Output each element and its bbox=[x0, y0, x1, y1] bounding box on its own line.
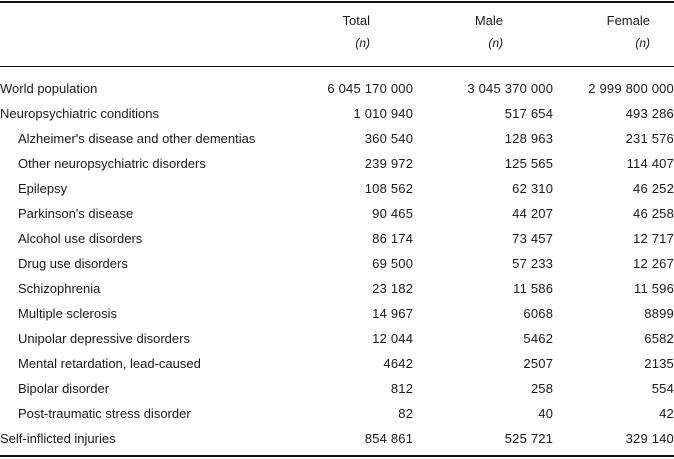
row-label: Neuropsychiatric conditions bbox=[0, 106, 159, 121]
table-row bbox=[0, 101, 674, 126]
row-label: Parkinson's disease bbox=[18, 206, 134, 221]
row-label: Drug use disorders bbox=[18, 256, 128, 271]
cell-total: 108 562 bbox=[364, 181, 414, 196]
column-header-female-sub: (n) bbox=[635, 36, 650, 50]
row-label: Self-inflicted injuries bbox=[0, 431, 116, 446]
table-row bbox=[0, 426, 674, 451]
table-row bbox=[0, 351, 674, 376]
row-label: Unipolar depressive disorders bbox=[18, 331, 190, 346]
cell-total: 1 010 940 bbox=[353, 106, 414, 121]
table-row bbox=[0, 201, 674, 226]
cell-total: 86 174 bbox=[372, 231, 414, 246]
cell-female: 231 576 bbox=[625, 131, 674, 146]
cell-total: 82 bbox=[398, 406, 414, 421]
cell-female: 42 bbox=[659, 406, 674, 421]
table-row bbox=[0, 176, 674, 201]
column-header-total-sub: (n) bbox=[355, 36, 370, 50]
column-header-total-label: Total bbox=[342, 13, 370, 28]
data-body bbox=[0, 76, 674, 451]
cell-total: 4642 bbox=[383, 356, 414, 371]
row-label: Alcohol use disorders bbox=[18, 231, 143, 246]
cell-female: 2 999 800 000 bbox=[588, 81, 674, 96]
cell-male: 40 bbox=[538, 406, 554, 421]
cell-male: 11 586 bbox=[513, 281, 554, 296]
column-header-male bbox=[383, 13, 503, 50]
cell-male: 3 045 370 000 bbox=[467, 81, 554, 96]
column-header-male-label: Male bbox=[474, 13, 503, 28]
table-row bbox=[0, 251, 674, 276]
cell-total: 812 bbox=[390, 381, 414, 396]
cell-female: 493 286 bbox=[625, 106, 674, 121]
cell-male: 517 654 bbox=[504, 106, 554, 121]
row-label: Alzheimer's disease and other dementias bbox=[18, 131, 256, 146]
column-header-female bbox=[530, 13, 650, 50]
cell-male: 73 457 bbox=[512, 231, 554, 246]
cell-female: 12 717 bbox=[633, 231, 674, 246]
cell-male: 57 233 bbox=[512, 256, 554, 271]
row-label: Schizophrenia bbox=[18, 281, 101, 296]
row-label: Epilepsy bbox=[18, 181, 68, 196]
table-row bbox=[0, 401, 674, 426]
cell-female: 6582 bbox=[644, 331, 674, 346]
cell-female: 46 258 bbox=[633, 206, 674, 221]
cell-total: 854 861 bbox=[364, 431, 414, 446]
cell-male: 2507 bbox=[523, 356, 554, 371]
row-label: Multiple sclerosis bbox=[18, 306, 117, 321]
cell-total: 90 465 bbox=[372, 206, 414, 221]
cell-female: 554 bbox=[651, 381, 674, 396]
column-header-female-label: Female bbox=[606, 13, 650, 28]
column-header-total bbox=[250, 13, 370, 50]
table-row bbox=[0, 151, 674, 176]
table-row bbox=[0, 376, 674, 401]
cell-male: 44 207 bbox=[512, 206, 554, 221]
bottom-rule bbox=[0, 455, 674, 457]
cell-male: 258 bbox=[530, 381, 554, 396]
column-header-male-sub: (n) bbox=[488, 36, 503, 50]
cell-female: 2135 bbox=[644, 356, 674, 371]
cell-female: 8899 bbox=[644, 306, 674, 321]
cell-total: 239 972 bbox=[364, 156, 414, 171]
table-row bbox=[0, 226, 674, 251]
header-rule bbox=[0, 66, 674, 67]
row-label: Mental retardation, lead-caused bbox=[18, 356, 201, 371]
table-row bbox=[0, 301, 674, 326]
row-label: Post-traumatic stress disorder bbox=[18, 406, 191, 421]
cell-male: 5462 bbox=[523, 331, 554, 346]
cell-total: 6 045 170 000 bbox=[327, 81, 414, 96]
table-row bbox=[0, 276, 674, 301]
cell-female: 114 407 bbox=[626, 156, 674, 171]
row-label: Other neuropsychiatric disorders bbox=[18, 156, 206, 171]
cell-total: 360 540 bbox=[364, 131, 414, 146]
cell-female: 11 596 bbox=[634, 281, 674, 296]
table-row bbox=[0, 76, 674, 101]
table-row bbox=[0, 326, 674, 351]
cell-male: 525 721 bbox=[504, 431, 554, 446]
cell-male: 125 565 bbox=[504, 156, 554, 171]
cell-male: 128 963 bbox=[504, 131, 554, 146]
row-label: World population bbox=[0, 81, 98, 96]
cell-male: 6068 bbox=[523, 306, 554, 321]
cell-female: 12 267 bbox=[633, 256, 674, 271]
cell-female: 46 252 bbox=[633, 181, 674, 196]
cell-total: 14 967 bbox=[372, 306, 414, 321]
cell-total: 69 500 bbox=[372, 256, 414, 271]
row-label: Bipolar disorder bbox=[18, 381, 110, 396]
cell-female: 329 140 bbox=[625, 431, 674, 446]
cell-total: 12 044 bbox=[372, 331, 414, 346]
table-row bbox=[0, 126, 674, 151]
cell-male: 62 310 bbox=[512, 181, 554, 196]
cell-total: 23 182 bbox=[372, 281, 414, 296]
top-rule bbox=[0, 1, 674, 3]
